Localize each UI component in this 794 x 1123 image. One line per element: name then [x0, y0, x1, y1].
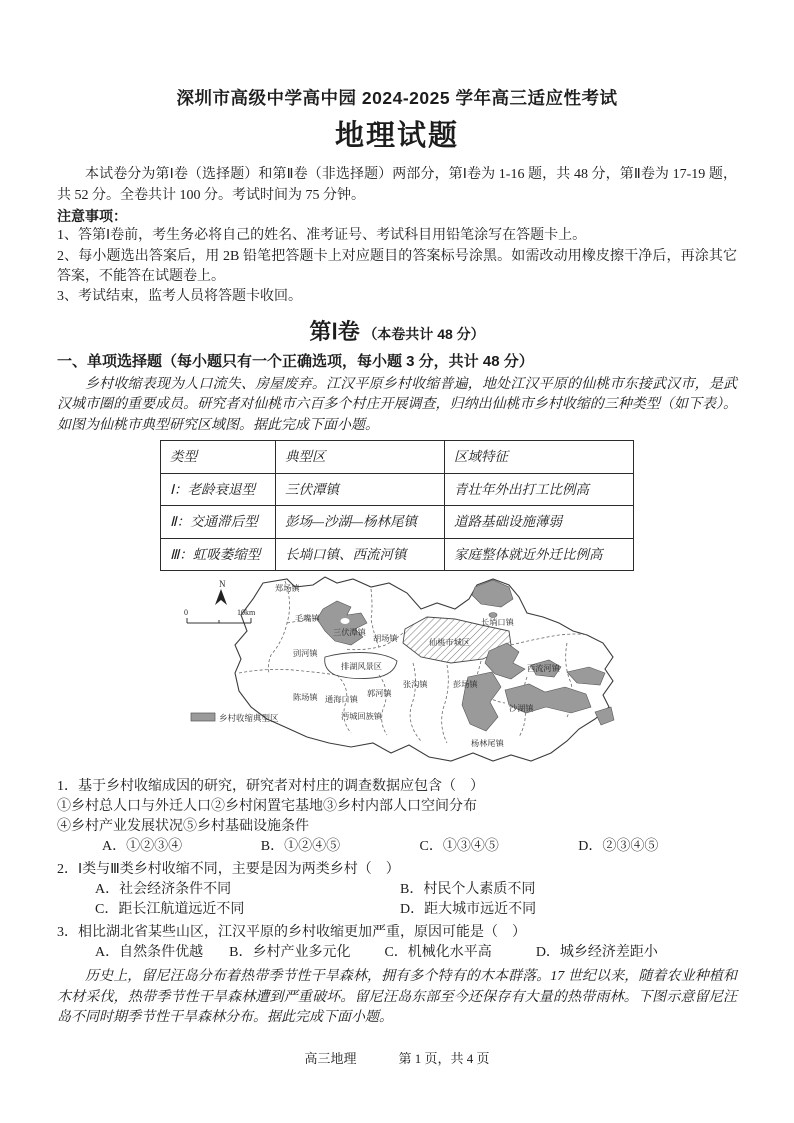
question-1-stem: 1．基于乡村收缩成因的研究，研究者对村庄的调查数据应包含（ ）	[57, 778, 484, 794]
table-cell: 道路基础设施薄弱	[445, 506, 634, 539]
note-item-1: 1、答第Ⅰ卷前，考生务必将自己的姓名、准考证号、考试科目用铅笔涂写在答题卡上。	[57, 228, 587, 244]
option-b: B．村民个人素质不同	[400, 882, 536, 898]
map-label-zhengchang: 郑场镇	[275, 584, 300, 594]
map-label-maozui: 毛嘴镇	[295, 614, 320, 624]
table-row	[161, 506, 634, 539]
option-c: C．距长江航道远近不同	[95, 902, 245, 918]
map-label-shahu: 沙湖镇	[509, 704, 534, 714]
note-item-2: 2、每小题选出答案后，用 2B 铅笔把答题卡上对应题目的答案标号涂黑。如需改动用橡皮擦干净后，再涂其它答案，不能答在试题卷上。	[57, 248, 737, 284]
question-1-items-line2: ④乡村产业发展状况⑤乡村基础设施条件	[57, 819, 309, 835]
map-legend	[191, 713, 279, 723]
town-boundaries	[239, 581, 587, 743]
option-c: C．机械化水平高	[384, 944, 492, 960]
map-label-guohe: 郭河镇	[367, 689, 392, 699]
exam-intro: 本试卷分为第Ⅰ卷（选择题）和第Ⅱ卷（非选择题）两部分，第Ⅰ卷为 1-16 题，共 48 分，第Ⅱ卷为 17-19 题，共 52 分。全卷共计 100 分。考试时间为 75 分钟。	[57, 167, 737, 203]
question-1	[57, 777, 737, 858]
map-label-chenchang: 陈场镇	[293, 693, 318, 703]
option-a: A．社会经济条件不同	[95, 882, 232, 898]
passage-1: 乡村收缩表现为人口流失、房屋废弃。江汉平原乡村收缩普遍，地处江汉平原的仙桃市东接武汉市，是武汉城市圈的重要成员。研究者对仙桃市六百多个村庄开展调查，归纳出仙桃市乡村收缩的三种类型（如下表）。如图为仙桃市典型研究区域图。据此完成下面小题。	[57, 377, 737, 433]
option-d: D．城乡经济差距小	[535, 944, 658, 960]
question-2-options	[57, 880, 737, 921]
table-header-area: 典型区	[276, 441, 445, 474]
option-a: A．自然条件优越	[95, 944, 204, 960]
map-label-urban: 仙桃市城区	[429, 638, 470, 648]
page-footer	[0, 1050, 794, 1069]
question-3-options	[57, 943, 737, 963]
map-label-sanfutan: 三伏潭镇	[333, 628, 366, 638]
exam-header-title: 深圳市高级中学高中园 2024-2025 学年高三适应性考试	[176, 88, 618, 108]
legend-label: 乡村收缩典型区	[219, 713, 279, 724]
svg-text:N: N	[219, 579, 226, 590]
passage-2: 历史上，留尼汪岛分布着热带季节性干旱森林，拥有多个特有的木本群落。17 世纪以来，随着农业种植和木材采伐，热带季节性干旱森林遭到严重破坏。留尼汪岛东部至今还保存有大量的热带雨林。下图示意留尼汪岛不同时期季节性干旱森林分布。据此完成下面小题。	[57, 969, 737, 1025]
scale-bar	[187, 618, 251, 623]
table-cell: 长埫口镇、西流河镇	[276, 538, 445, 571]
question-1-options	[57, 837, 737, 857]
question-2-stem: 2．Ⅰ类与Ⅲ类乡村收缩不同，主要是因为两类乡村（ ）	[57, 861, 400, 877]
map-label-changtangkou: 长埫口镇	[481, 618, 514, 628]
north-arrow	[215, 579, 227, 605]
map-label-xiliuhe: 西流河镇	[527, 664, 560, 674]
map-label-paihu: 排湖风景区	[341, 662, 382, 672]
option-d: D．②③④⑤	[578, 839, 659, 855]
paper-title: 地理试题	[334, 120, 459, 153]
shrink-type-table	[160, 440, 634, 571]
table-cell: 彭场—沙湖—杨林尾镇	[276, 506, 445, 539]
map-label-yanglinwei: 杨林尾镇	[471, 739, 504, 749]
option-a: A．①②③④	[102, 839, 183, 855]
question-3	[57, 923, 737, 964]
table-cell: Ⅲ：虹吸萎缩型	[161, 538, 276, 571]
question-3-stem: 3．相比湖北省某些山区，江汉平原的乡村收缩更加严重，原因可能是（ ）	[57, 924, 526, 940]
xiantao-map-figure	[175, 573, 619, 772]
table-header-feature: 区域特征	[445, 441, 634, 474]
map-label-huchang: 胡场镇	[373, 634, 398, 644]
notes-title: 注意事项：	[57, 208, 127, 225]
map-label-tonghaikou: 通海口镇	[325, 695, 358, 705]
map-label-pengchang: 彭场镇	[453, 680, 478, 690]
option-d: D．距大城市远近不同	[400, 902, 537, 918]
question-2	[57, 860, 737, 921]
note-item-3: 3、考试结束，监考人员将答题卡收回。	[57, 289, 302, 305]
table-cell: 青壮年外出打工比例高	[445, 473, 634, 506]
part1-heading: 一、单项选择题（每小题只有一个正确选项，每小题 3 分，共计 48 分）	[57, 353, 534, 371]
table-row	[161, 538, 634, 571]
table-row	[161, 473, 634, 506]
table-cell: Ⅱ：交通滞后型	[161, 506, 276, 539]
scale-zero: 0	[184, 608, 188, 618]
xiantao-map-svg	[175, 573, 619, 765]
table-header-type: 类型	[161, 441, 276, 474]
map-label-mianchenghui: 沔城回族镇	[341, 712, 382, 722]
option-b: B．乡村产业多元化	[229, 944, 351, 960]
table-header-row	[161, 441, 634, 474]
section1-title: 第Ⅰ卷	[309, 318, 360, 344]
section1-subtitle: （本卷共计 48 分）	[363, 325, 485, 342]
option-c: C．①③④⑤	[419, 839, 499, 855]
footer-course: 高三地理	[304, 1051, 357, 1066]
table-cell: 家庭整体就近外迁比例高	[445, 538, 634, 571]
option-b: B．①②④⑤	[260, 839, 341, 855]
scale-10km: 10km	[237, 608, 256, 618]
map-label-zhanggou: 张沟镇	[403, 680, 428, 690]
footer-page-number: 第 1 页，共 4 页	[398, 1051, 490, 1066]
table-cell: Ⅰ：老龄衰退型	[161, 473, 276, 506]
question-1-items-line1: ①乡村总人口与外迁人口②乡村闲置宅基地③乡村内部人口空间分布	[57, 798, 477, 814]
table-cell: 三伏潭镇	[276, 473, 445, 506]
section1-heading	[57, 316, 737, 348]
map-label-louhe: 剅河镇	[293, 649, 318, 659]
